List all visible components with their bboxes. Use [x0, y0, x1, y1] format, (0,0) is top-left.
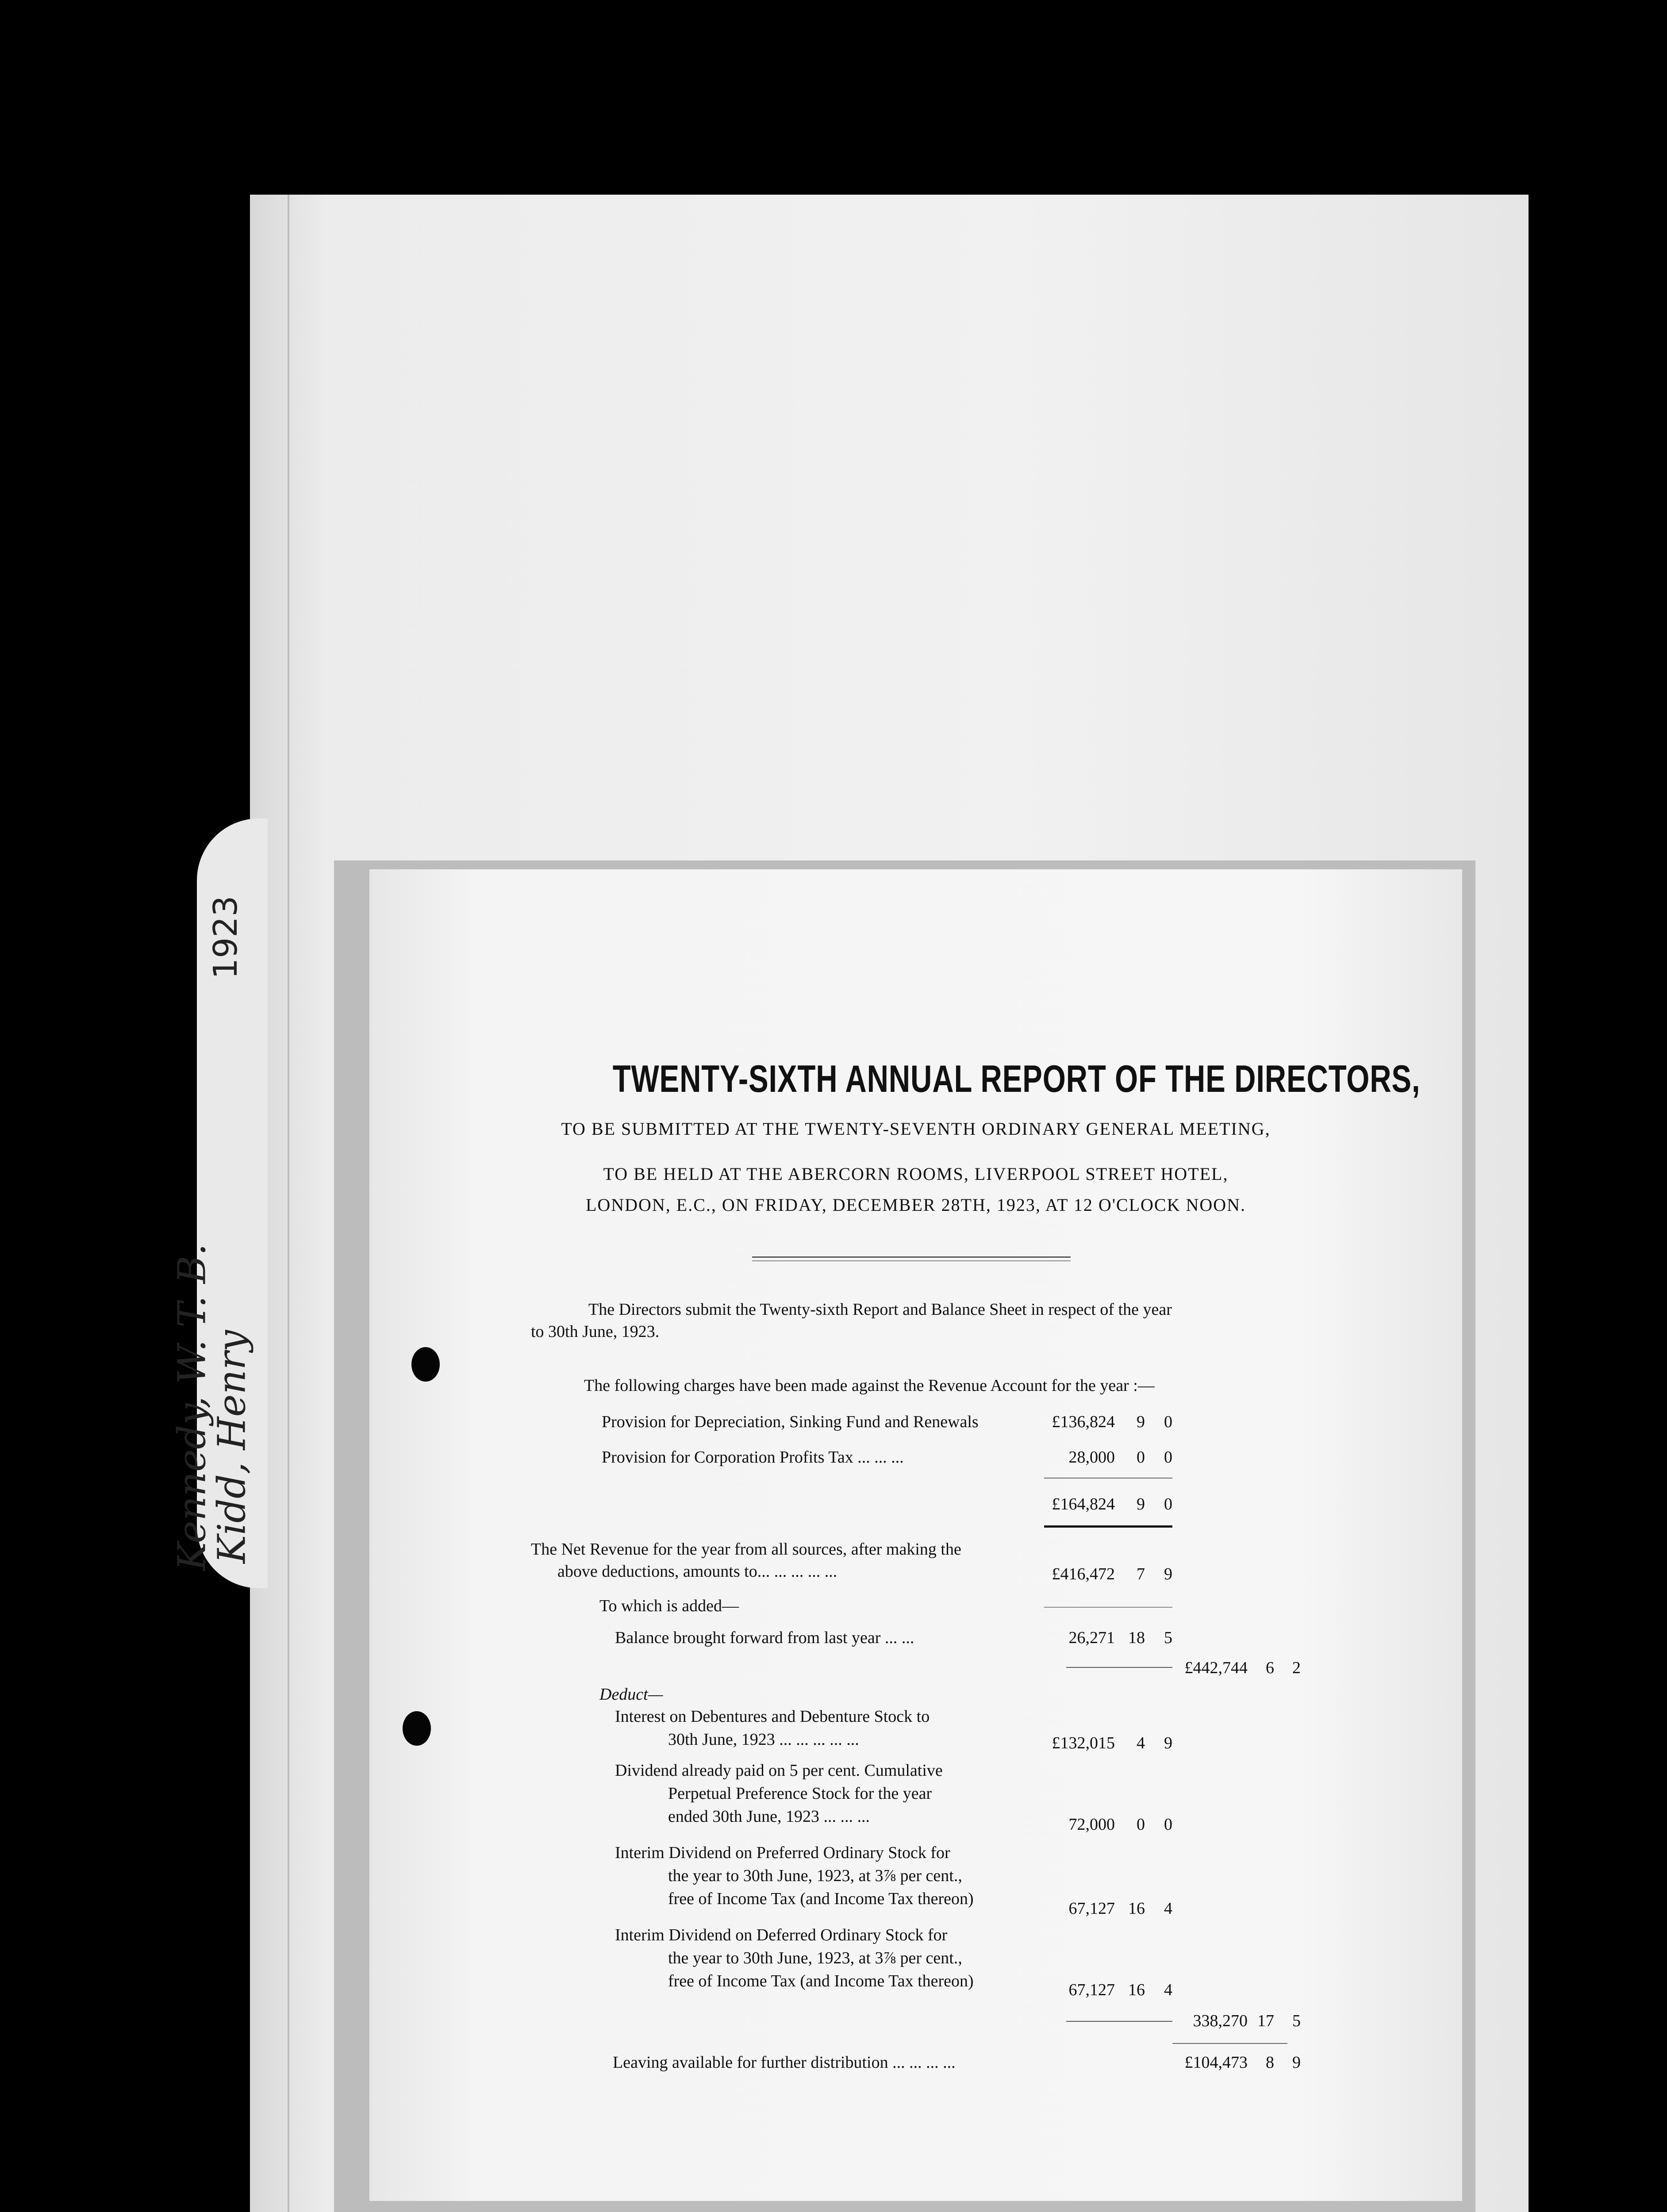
deduction-line: free of Income Tax (and Income Tax thereon): [668, 1889, 974, 1908]
punch-hole: [403, 1711, 431, 1746]
deduction-line: the year to 30th June, 1923, at 3⅞ per cent.,: [668, 1949, 962, 1967]
balance-forward-pounds: 26,271: [1068, 1628, 1115, 1647]
charge-pence: 0: [1164, 1448, 1172, 1467]
added-heading: To which is added—: [599, 1597, 739, 1615]
charges-total-shillings: 9: [1137, 1495, 1145, 1513]
intro-line: to 30th June, 1923.: [531, 1322, 660, 1341]
deduction-line: Interest on Debentures and Debenture Stock to: [615, 1707, 930, 1726]
report-subtitle-line: TO BE HELD AT THE ABERCORN ROOMS, LIVERPOOL STREET HOTEL,: [603, 1164, 1229, 1184]
net-revenue-label: above deductions, amounts to... ... ... ... ...: [557, 1562, 837, 1581]
sum-rule: [1172, 2043, 1287, 2044]
charge-pence: 0: [1164, 1413, 1172, 1431]
report-subtitle-line: LONDON, E.C., ON FRIDAY, DECEMBER 28TH, 1923, AT 12 O'CLOCK NOON.: [585, 1195, 1246, 1215]
charge-label: Provision for Depreciation, Sinking Fund and Renewals: [602, 1413, 979, 1431]
net-revenue-pounds: £416,472: [1052, 1565, 1115, 1583]
deduction-shillings: 16: [1128, 1981, 1145, 1999]
leaving-label: Leaving available for further distribution ... ... ... ...: [613, 2053, 956, 2072]
balance-forward-pence: 5: [1164, 1628, 1172, 1647]
deduction-pounds: 67,127: [1068, 1899, 1115, 1918]
deductions-total-shillings: 17: [1257, 2012, 1274, 2030]
balance-forward-shillings: 18: [1128, 1628, 1145, 1647]
subtotal-shillings: 6: [1266, 1659, 1274, 1677]
folder-tab-names: [170, 1243, 254, 1571]
punch-hole: [411, 1347, 440, 1382]
total-double-rule: [1044, 1525, 1172, 1528]
title-divider: [752, 1256, 1071, 1261]
charges-heading: The following charges have been made against the Revenue Account for the year :—: [584, 1376, 1155, 1395]
deduction-line: Interim Dividend on Preferred Ordinary Stock for: [615, 1843, 950, 1862]
folder-tab-year: 1923: [207, 895, 245, 979]
net-revenue-pence: 9: [1164, 1565, 1172, 1583]
net-revenue-label: The Net Revenue for the year from all sources, after making the: [531, 1540, 961, 1559]
deductions-total-pounds: 338,270: [1193, 2012, 1248, 2030]
folder-tab-name-1: Kennedy, W. T. B.: [170, 1243, 215, 1571]
deduction-line: Perpetual Preference Stock for the year: [668, 1784, 932, 1803]
deduction-line: the year to 30th June, 1923, at 3⅞ per cent.,: [668, 1866, 962, 1885]
charges-total-pence: 0: [1164, 1495, 1172, 1513]
subtotal-pounds: £442,744: [1184, 1659, 1248, 1677]
sum-rule: [1066, 2021, 1172, 2022]
report-subtitle-line: TO BE SUBMITTED AT THE TWENTY-SEVENTH ORDINARY GENERAL MEETING,: [561, 1119, 1271, 1139]
deduction-line: Dividend already paid on 5 per cent. Cumulative: [615, 1761, 943, 1780]
deduction-shillings: 4: [1137, 1734, 1145, 1752]
charge-label: Provision for Corporation Profits Tax ... ... ...: [602, 1448, 904, 1467]
deduction-pence: 4: [1164, 1899, 1172, 1918]
deduction-line: 30th June, 1923 ... ... ... ... ...: [668, 1730, 859, 1749]
deduction-line: Interim Dividend on Deferred Ordinary Stock for: [615, 1926, 948, 1944]
sum-rule: [1044, 1607, 1172, 1608]
deduction-pence: 9: [1164, 1734, 1172, 1752]
sum-rule: [1066, 1667, 1172, 1668]
charge-shillings: 0: [1137, 1448, 1145, 1467]
deduction-shillings: 0: [1137, 1815, 1145, 1834]
leaving-pounds: £104,473: [1184, 2053, 1248, 2072]
deductions-total-pence: 5: [1292, 2012, 1301, 2030]
net-revenue-shillings: 7: [1137, 1565, 1145, 1583]
charges-total-pounds: £164,824: [1052, 1495, 1115, 1513]
balance-forward-label: Balance brought forward from last year ... ...: [615, 1628, 914, 1647]
leaving-pence: 9: [1292, 2053, 1301, 2072]
subtotal-pence: 2: [1292, 1659, 1301, 1677]
report-title: TWENTY-SIXTH ANNUAL REPORT OF THE DIRECTORS,: [612, 1058, 1421, 1100]
deduction-line: free of Income Tax (and Income Tax thereon): [668, 1972, 974, 1990]
deduction-shillings: 16: [1128, 1899, 1145, 1918]
charge-shillings: 9: [1137, 1413, 1145, 1431]
intro-line: The Directors submit the Twenty-sixth Report and Balance Sheet in respect of the year: [588, 1300, 1172, 1319]
sum-rule: [1044, 1478, 1172, 1479]
charge-pounds: £136,824: [1052, 1413, 1115, 1431]
deduction-line: ended 30th June, 1923 ... ... ...: [668, 1807, 870, 1826]
folder-fold-line: [288, 195, 289, 2212]
leaving-shillings: 8: [1266, 2053, 1274, 2072]
deduction-pence: 4: [1164, 1981, 1172, 1999]
deduction-pence: 0: [1164, 1815, 1172, 1834]
deduct-heading: Deduct—: [599, 1685, 663, 1704]
deduction-pounds: 67,127: [1068, 1981, 1115, 1999]
deduction-pounds: 72,000: [1068, 1815, 1115, 1834]
deduction-pounds: £132,015: [1052, 1734, 1115, 1752]
charge-pounds: 28,000: [1068, 1448, 1115, 1467]
folder-tab-name-2: Kidd, Henry: [210, 1330, 254, 1564]
